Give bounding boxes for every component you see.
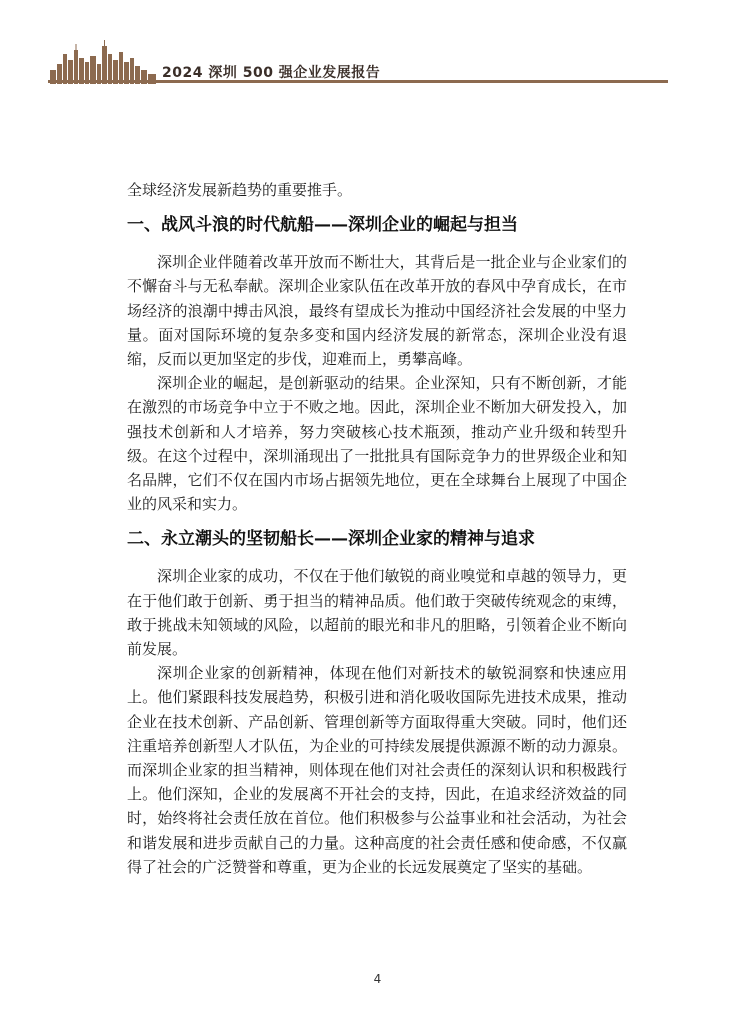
page-body	[127, 178, 627, 879]
skyline-logo	[48, 40, 160, 84]
paragraph: 深圳企业伴随着改革开放而不断壮大，其背后是一批企业与企业家们的不懈奋斗与无私奉献。深圳企业家队伍在改革开放的春风中孕育成长，在市场经济的浪潮中搏击风浪，最终有望成长为推动中国经济社会发展的中坚力量。面对国际环境的复杂多变和国内经济发展的新常态，深圳企业没有退缩，反而以更加坚定的步伐，迎难而上，勇攀高峰。	[127, 253, 627, 369]
page-header	[0, 0, 755, 90]
intro-paragraph: 全球经济发展新趋势的重要推手。	[127, 181, 353, 199]
paragraph: 深圳企业家的成功，不仅在于他们敏锐的商业嗅觉和卓越的领导力，更在于他们敢于创新、勇于担当的精神品质。他们敢于突破传统观念的束缚，敢于挑战未知领域的风险，以超前的眼光和非凡的胆略，引领着企业不断向前发展。	[127, 567, 627, 659]
section-heading-2: 二、永立潮头的坚韧船长——深圳企业家的精神与追求	[127, 529, 535, 550]
paragraph: 深圳企业家的创新精神，体现在他们对新技术的敏锐洞察和快速应用上。他们紧跟科技发展趋势，积极引进和消化吸收国际先进技术成果，推动企业在技术创新、产品创新、管理创新等方面取得重大突破。同时，他们还注重培养创新型人才队伍，为企业的可持续发展提供源源不断的动力源泉。而深圳企业家的担当精神，则体现在他们对社会责任的深刻认识和积极践行上。他们深知，企业的发展离不开社会的支持，因此，在追求经济效益的同时，始终将社会责任放在首位。他们积极参与公益事业和社会活动，为社会和谐发展和进步贡献自己的力量。这种高度的社会责任感和使命感，不仅赢得了社会的广泛赞誉和尊重，更为企业的长远发展奠定了坚实的基础。	[127, 664, 627, 876]
report-title: 2024 深圳 500 强企业发展报告	[162, 65, 381, 81]
page-number: 4	[373, 972, 382, 986]
paragraph: 深圳企业的崛起，是创新驱动的结果。企业深知，只有不断创新，才能在激烈的市场竞争中立于不败之地。因此，深圳企业不断加大研发投入，加强技术创新和人才培养，努力突破核心技术瓶颈，推动产业升级和转型升级。在这个过程中，深圳涌现出了一批批具有国际竞争力的世界级企业和知名品牌，它们不仅在国内市场占据领先地位，更在全球舞台上展现了中国企业的风采和实力。	[127, 374, 627, 514]
section-heading-1: 一、战风斗浪的时代航船——深圳企业的崛起与担当	[127, 215, 518, 236]
